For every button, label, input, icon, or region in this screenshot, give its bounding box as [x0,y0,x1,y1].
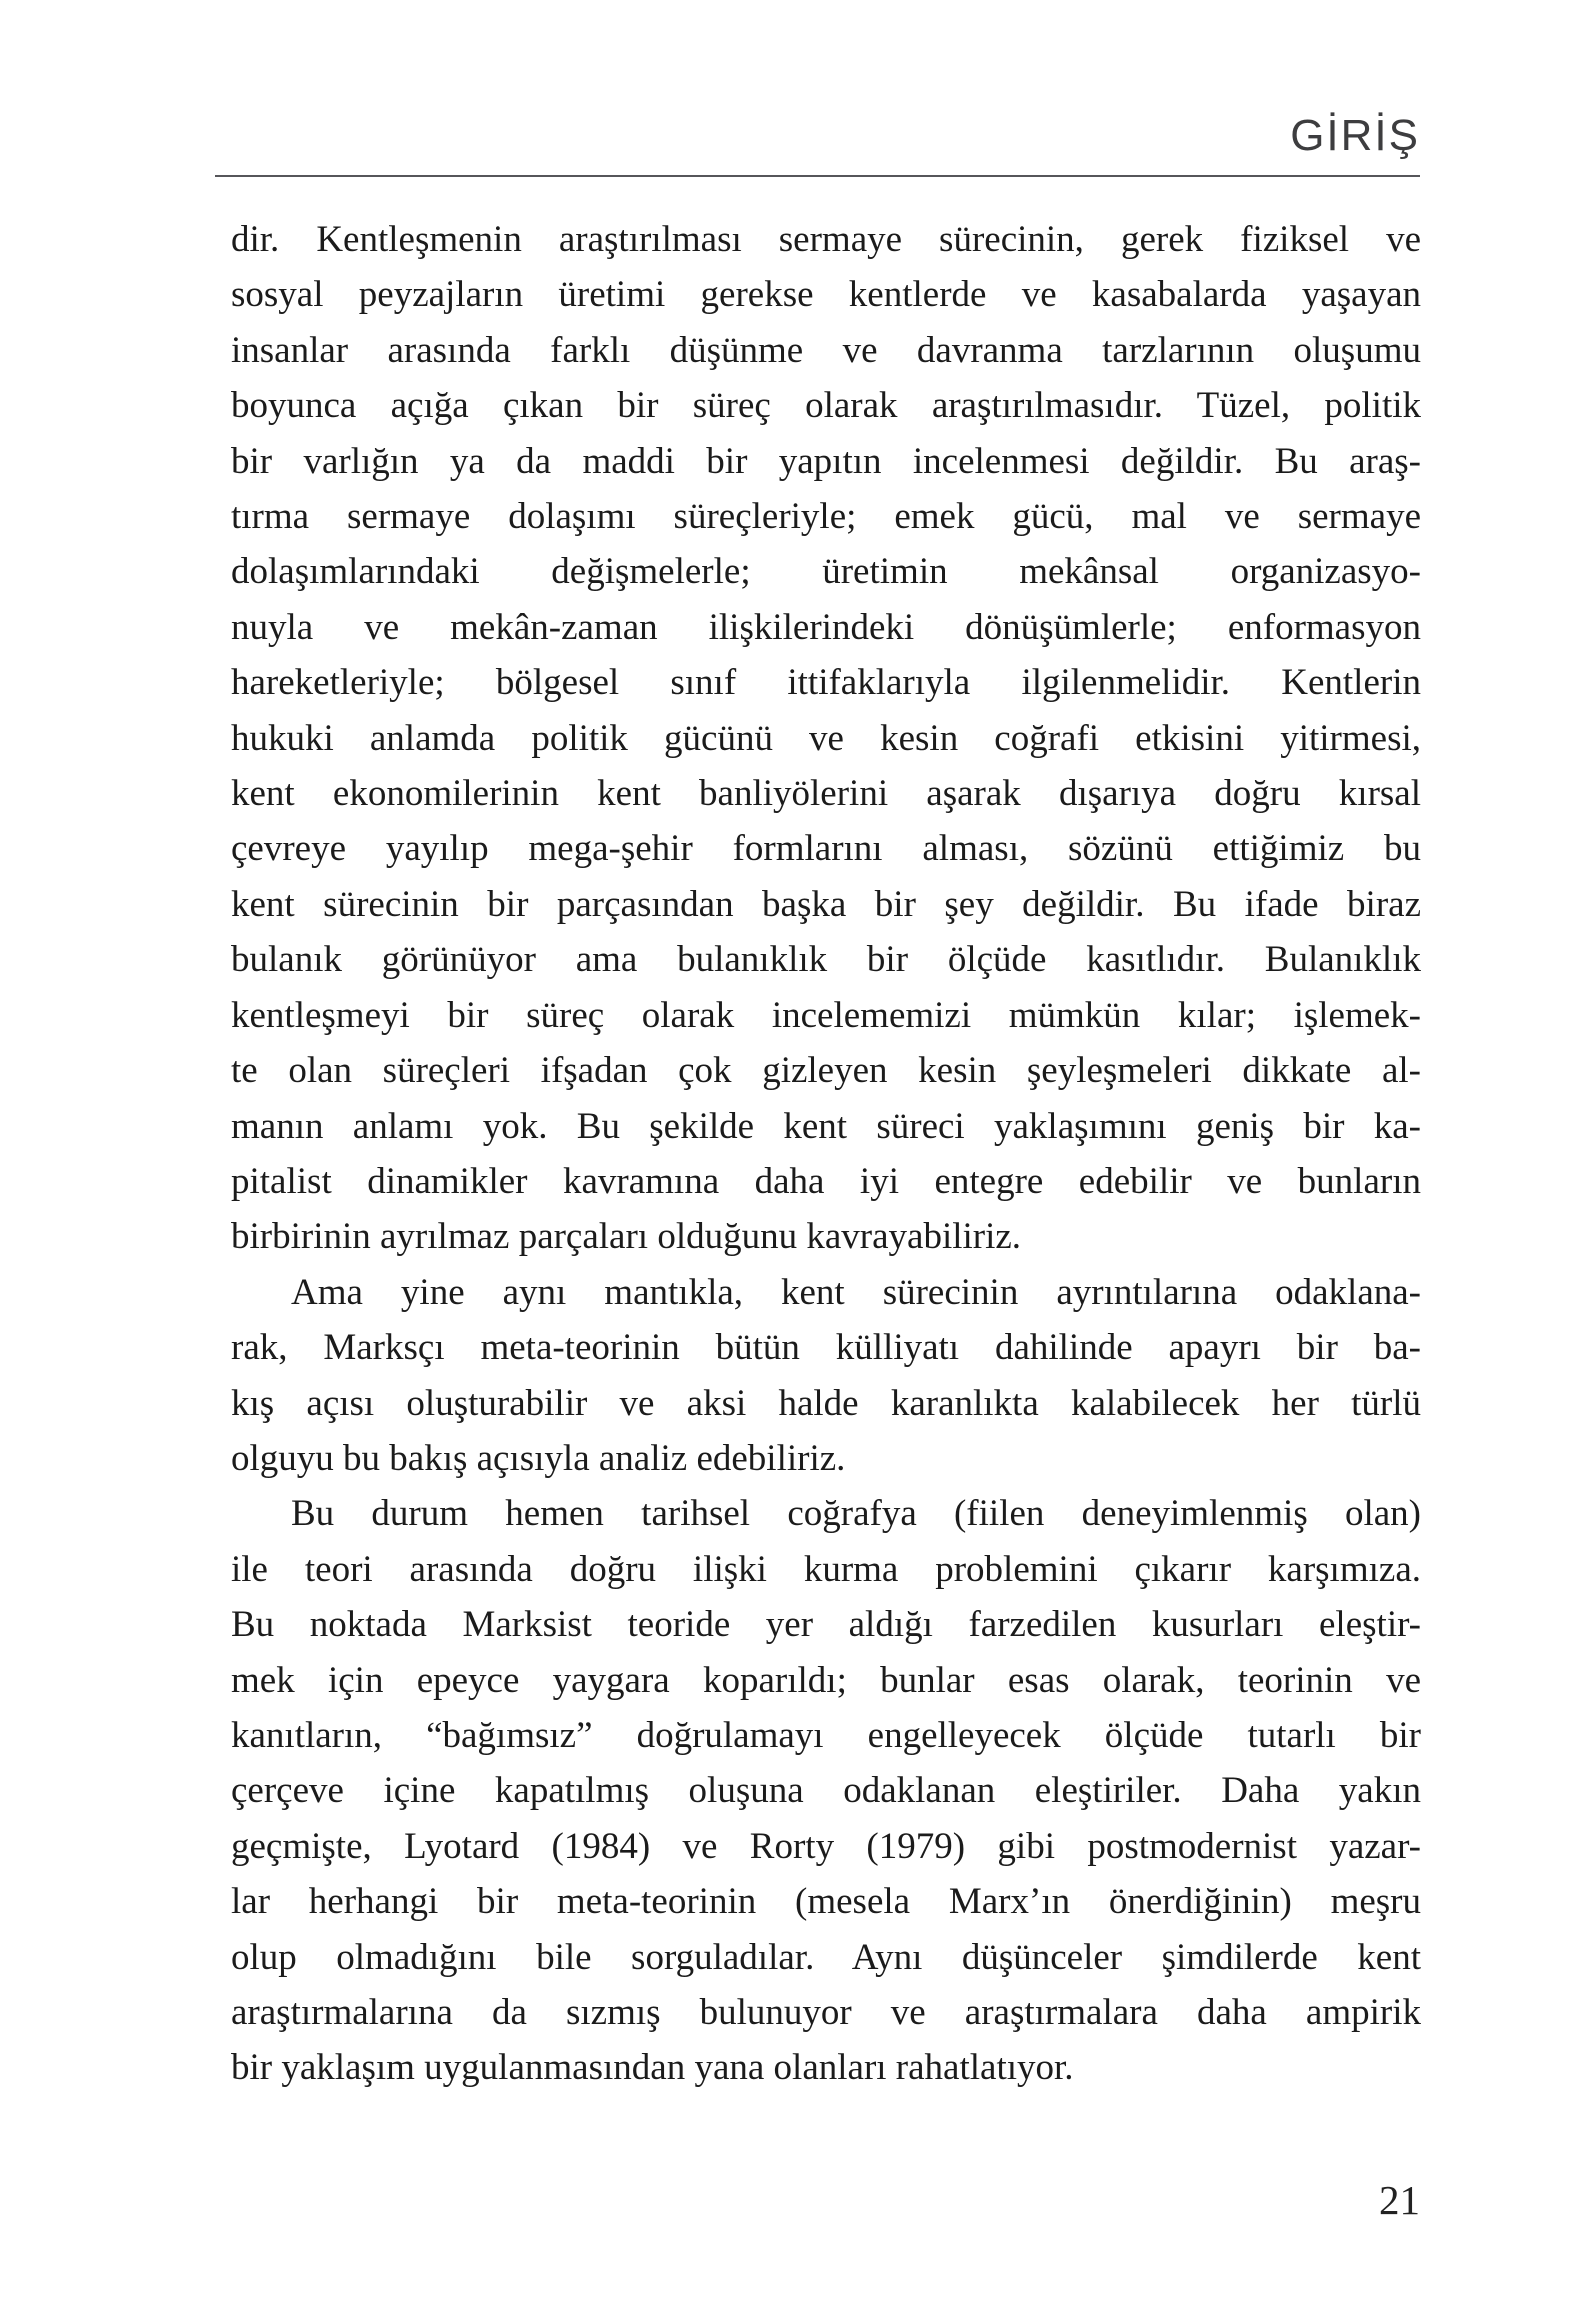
paragraph [231,1486,1421,2095]
text-line: kış açısı oluşturabilir ve aksi halde karanlıkta kalabilecek her türlü [231,1382,1421,1424]
text-line: boyunca açığa çıkan bir süreç olarak araştırılmasıdır. Tüzel, politik [231,385,1421,427]
text-line: hukuki anlamda politik gücünü ve kesin coğrafi etkisini yitirmesi, [231,717,1421,759]
paragraph [231,1265,1421,1487]
text-line: bulanık görünüyor ama bulanıklık bir ölçüde kasıtlıdır. Bulanıklık [231,939,1421,981]
text-line: insanlar arasında farklı düşünme ve davranma tarzlarının oluşumu [231,329,1421,371]
text-line: araştırmalarına da sızmış bulunuyor ve araştırmalara daha ampirik [231,1992,1421,2033]
text-line: Ama yine aynı mantıkla, kent sürecinin ayrıntılarına odaklana- [291,1271,1421,1313]
text-line: birbirinin ayrılmaz parçaları olduğunu kavrayabiliriz. [231,1216,1022,1258]
text-line: pitalist dinamikler kavramına daha iyi entegre edebilir ve bunların [231,1160,1421,1202]
text-line: ile teori arasında doğru ilişki kurma problemini çıkarır karşımıza. [231,1548,1421,1590]
text-line: kentleşmeyi bir süreç olarak incelememizi mümkün kılar; işlemek- [231,994,1421,1036]
text-line: Bu durum hemen tarihsel coğrafya (fiilen deneyimlenmiş olan) [291,1493,1421,1535]
text-line: nuyla ve mekân-zaman ilişkilerindeki dönüşümlerle; enformasyon [231,606,1421,648]
text-line: rak, Marksçı meta-teorinin bütün külliyatı dahilinde apayrı bir ba- [231,1327,1421,1369]
text-line: olup olmadığını bile sorguladılar. Aynı düşünceler şimdilerde kent [231,1936,1421,1978]
text-line: çerçeve içine kapatılmış oluşuna odaklanan eleştiriler. Daha yakın [231,1770,1421,1812]
text-line: kent sürecinin bir parçasından başka bir şey değildir. Bu ifade biraz [231,883,1421,925]
text-line: manın anlamı yok. Bu şekilde kent süreci yaklaşımını geniş bir ka- [231,1105,1421,1147]
text-line: tırma sermaye dolaşımı süreçleriyle; emek gücü, mal ve sermaye [231,496,1421,538]
text-line: sosyal peyzajların üretimi gerekse kentlerde ve kasabalarda yaşayan [231,274,1421,316]
text-line: geçmişte, Lyotard (1984) ve Rorty (1979) gibi postmodernist yazar- [231,1825,1421,1867]
text-line: dir. Kentleşmenin araştırılması sermaye sürecinin, gerek fiziksel ve [231,219,1421,260]
paragraph [231,212,1421,1265]
text-line: hareketleriyle; bölgesel sınıf ittifaklarıyla ilgilenmelidir. Kentlerin [231,662,1421,704]
header-rule [215,175,1420,177]
text-line: kanıtların, “bağımsız” doğrulamayı engelleyecek ölçüde tutarlı bir [231,1714,1421,1756]
text-line: olguyu bu bakış açısıyla analiz edebiliriz. [231,1437,846,1479]
text-line: mek için epeyce yaygara koparıldı; bunlar esas olarak, teorinin ve [231,1659,1421,1701]
text-line: Bu noktada Marksist teoride yer aldığı farzedilen kusurları eleştir- [231,1604,1421,1646]
text-line: lar herhangi bir meta-teorinin (mesela Marx’ın önerdiğinin) meşru [231,1881,1421,1923]
text-line: dolaşımlarındaki değişmelerle; üretimin mekânsal organizasyo- [231,551,1421,593]
text-line: bir varlığın ya da maddi bir yapıtın incelenmesi değildir. Bu araş- [231,440,1421,482]
text-line: kent ekonomilerinin kent banliyölerini aşarak dışarıya doğru kırsal [231,773,1421,815]
body-text [231,212,1421,2096]
text-line: çevreye yayılıp mega-şehir formlarını alması, sözünü ettiğimiz bu [231,828,1421,870]
text-line: te olan süreçleri ifşadan çok gizleyen kesin şeyleşmeleri dikkate al- [231,1050,1421,1092]
text-line: bir yaklaşım uygulanmasından yana olanları rahatlatıyor. [231,2047,1074,2089]
page-header-title: GİRİŞ [1290,111,1420,160]
page-number: 21 [1379,2177,1420,2223]
